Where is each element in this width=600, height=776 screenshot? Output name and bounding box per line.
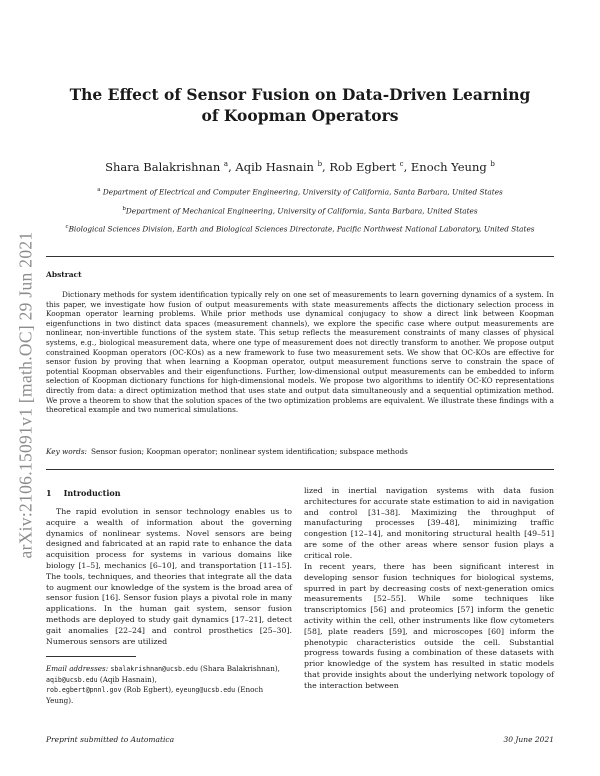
footer-date: 30 June 2021 <box>503 735 554 744</box>
email-link[interactable]: eyeung@ucsb.edu <box>175 686 236 695</box>
section-number: 1 <box>46 488 52 498</box>
affiliation <box>40 187 560 196</box>
arxiv-stamp-text: arXiv:2106.15091v1 [math.OC] 29 Jun 2021 <box>15 231 36 559</box>
email-link[interactable]: aqib@ucsb.edu <box>46 675 98 684</box>
abstract-heading: Abstract <box>46 270 82 279</box>
affiliation-text: Department of Electrical and Computer Engineering, University of California, Santa Barbara, United States <box>102 187 503 197</box>
affiliation-mark: b <box>122 206 126 212</box>
author-list: Shara Balakrishnan $^a$, Aqib Hasnain $^b$, Rob Egbert $^c$, Enoch Yeung $^b$ <box>105 160 495 174</box>
email-owner: (Aqib Hasnain), <box>99 674 157 684</box>
email-link[interactable]: rob.egbert@pnnl.gov <box>46 686 122 695</box>
intro-paragraph-2: In recent years, there has been significant interest in developing sensor fusion techniques for biological systems, spurred in part by decreasing costs of next-generation omics measurements [52–55]. While some techniques like transcriptomics [56] and proteomics [57] inform the genetic activity within the cell, other instruments like flow cytometers [58], plate readers [59], and microscopes [60] inform the phenotypic characteristics outside the cell. Substantial progress towards fusing a combination of these datasets with prior knowledge of the system has resulted in static models that provide insights about the underlying network topology of the interaction between <box>304 562 554 690</box>
abstract-text: Dictionary methods for system identification typically rely on one set of measurements to learn governing dynamics of a system. In this paper, we investigate how fusion of output measurements with state measurements affects the dictionary selection process in Koopman operator learning problems. While prior methods use dynamical conjugacy to show a direct link between Koopman eigenfunctions in two distinct data spaces (measurement channels), we explore the specific case where output measurements are nonlinear, non-invertible functions of the system state. This setup reflects the measurement constraints of many classes of physical systems, e.g., biological measurement data, where one type of measurement does not directly transform to another. We propose output constrained Koopman operators (OC-KOs) as a new framework to fuse two measurement sets. We show that OC-KOs are effective for sensor fusion by proving that when learning a Koopman operator, output measurement functions serve to constrain the space of potential Koopman observables and their eigenfunctions. Further, low-dimensional output measurements can be embedded to inform selection of Koopman dictionary functions for high-dimensional models. We propose two algorithms to identify OC-KO representations directly from data: a direct optimization method that uses state and output data simultaneously and a sequential optimization method. We prove a theorem to show that the solution spaces of the two optimization problems are equivalent. We illustrate these findings with a theoretical example and two numerical simulations. <box>46 290 554 415</box>
email-owner: (Enoch Yeung). <box>46 685 264 706</box>
section-title: Introduction <box>63 488 121 498</box>
author: Rob Egbert <box>329 160 397 174</box>
author-mark: a <box>223 160 229 169</box>
author-mark: c <box>399 160 404 169</box>
author: Aqib Hasnain <box>235 160 314 174</box>
footnote-label: Email addresses: <box>46 664 109 673</box>
abstract-rule <box>46 469 554 470</box>
affiliation-text: Department of Mechanical Engineering, University of California, Santa Barbara, United States <box>125 206 478 216</box>
footer-preprint-note: Preprint submitted to Automatica <box>46 735 175 744</box>
keywords-label: Key words: <box>46 447 88 456</box>
intro-paragraph-1: The rapid evolution in sensor technology enables us to acquire a wealth of information about the governing dynamics of nonlinear systems. Novel sensors are being designed and fabricated at an rapid rate to enhance the data acquisition process for systems in various domains like biology [1–5], mechanics [6–10], and transportation [11–15]. The tools, techniques, and theories that integrate all the data to augment our knowledge of the system is the broad area of sensor fusion [16]. Sensor fusion plays a pivotal role in many applications. In the human gait system, sensor fusion methods are deployed to study gait dynamics [17–21], detect gait anomalies [22–24] and control prosthetics [25–30]. Numerous sensors are utilized <box>46 507 292 646</box>
footnote-rule <box>46 656 136 657</box>
section-heading <box>46 488 121 498</box>
author: Enoch Yeung <box>410 160 487 174</box>
author-mark: b <box>490 160 495 169</box>
keywords <box>46 447 408 456</box>
affiliation-mark: a <box>97 187 101 193</box>
email-owner: (Shara Balakrishnan), <box>200 664 280 673</box>
keywords-text: Sensor fusion; Koopman operator; nonlinear system identification; subspace methods <box>91 447 408 456</box>
arxiv-stamp <box>14 195 38 595</box>
author-mark: b <box>317 160 323 169</box>
intro-paragraph-1-cont: lized in inertial navigation systems with data fusion architectures for accurate state estimation to aid in navigation and control [31–38]. Maximizing the throughput of manufacturing processes [39–48], minimizing traffic congestion [12–14], and monitoring structural health [49–51] are some of the other areas where sensor fusion plays a critical role. <box>304 486 554 560</box>
email-owner: (Rob Egbert), <box>123 685 174 695</box>
header-rule <box>46 256 554 257</box>
affiliation <box>40 206 560 215</box>
author: Shara Balakrishnan <box>105 160 221 174</box>
affiliation-mark: c <box>65 224 69 230</box>
email-link[interactable]: sbalakrishnan@ucsb.edu <box>110 665 198 673</box>
paper-title: The Effect of Sensor Fusion on Data-Driven Learning of Koopman Operators <box>69 85 531 125</box>
affiliation <box>40 224 560 233</box>
affiliation-text: Biological Sciences Division, Earth and Biological Sciences Directorate, Pacific Northwest National Laboratory, United States <box>68 224 535 234</box>
footnote-emails <box>46 664 292 706</box>
